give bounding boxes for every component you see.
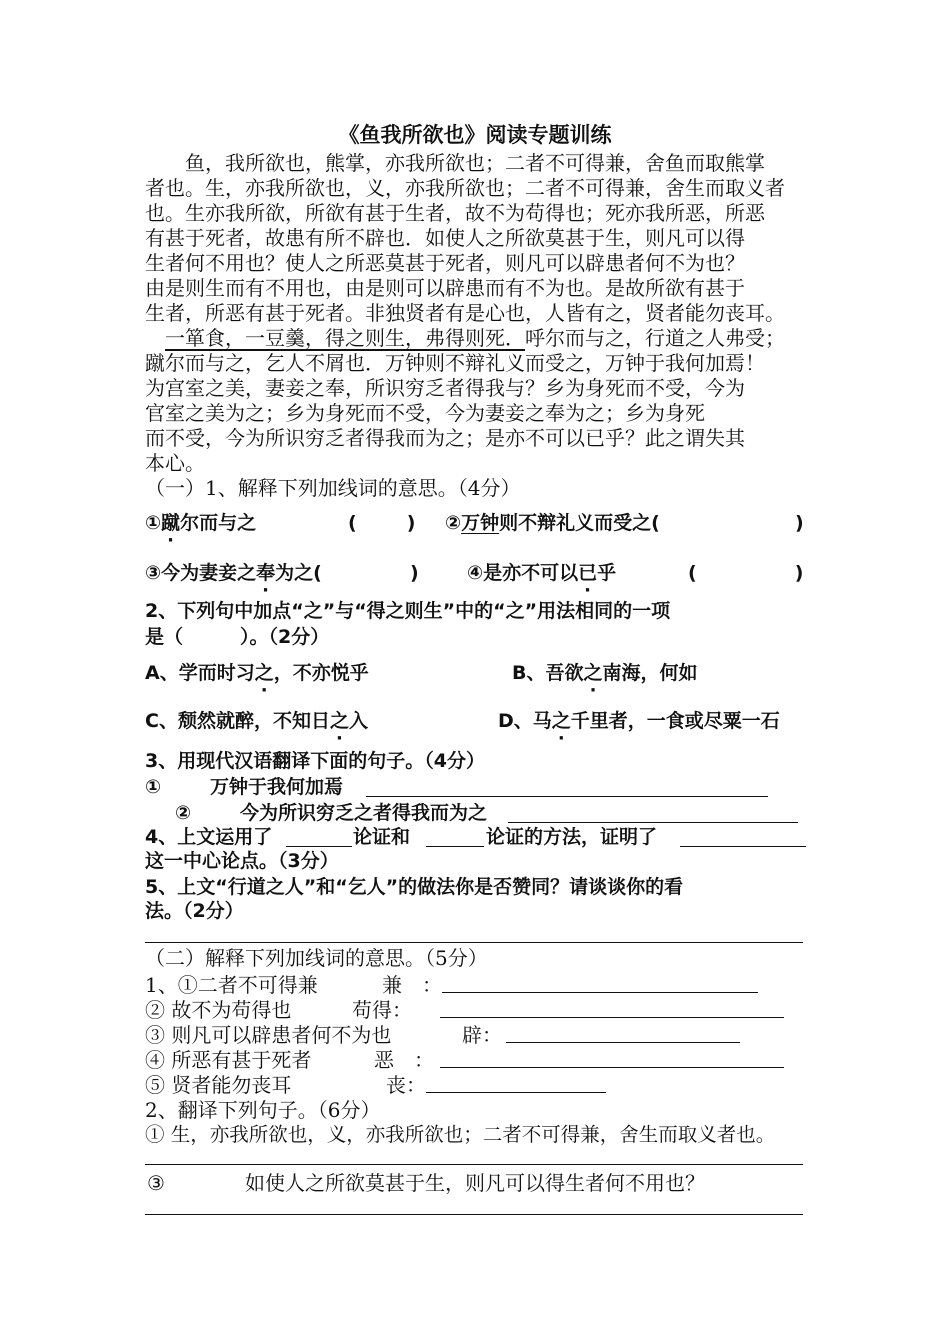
q1-item-a — [145, 510, 256, 536]
q4-text-c: 论证的方法，证明了 — [486, 826, 658, 848]
question-title: 2、翻译下列句子。（6分） — [145, 1098, 381, 1122]
answer-line[interactable] — [506, 1042, 740, 1043]
close-paren: ) — [410, 562, 419, 584]
question-title: （一）1、解释下列加线词的意思。（4分） — [145, 476, 521, 500]
passage-line: 也。生亦我所欲，所欲有甚于生者，故不为苟得也；死亦我所恶，所恶 — [145, 201, 765, 225]
answer-line[interactable] — [366, 796, 768, 797]
option-a[interactable]: A、学而时习之，不亦悦乎 — [145, 662, 369, 684]
part2-word: 辟： — [462, 1023, 502, 1047]
underlined-word: 万钟 — [461, 512, 500, 534]
part2-item: 1、①二者不可得兼 — [145, 973, 318, 997]
answer-line[interactable] — [145, 942, 803, 943]
question-line: 是（ ）。（2分） — [145, 626, 330, 648]
dotted-word: 之 — [329, 710, 349, 732]
option-b[interactable]: B、吾欲之南海，何如 — [512, 662, 698, 684]
part2-item: ③ 则凡可以辟患者何不为也 — [145, 1023, 392, 1047]
answer-line[interactable] — [145, 1164, 803, 1165]
translate-sentence: ① 生，亦我所欲也，义，亦我所欲也；二者不可得兼，舍生而取义者也。 — [145, 1123, 776, 1146]
passage-line: 生者何不用也？使人之所恶莫甚于死者，则凡可以辟患者何不为也？ — [145, 251, 745, 275]
answer-paren[interactable]: ( ) — [688, 562, 804, 584]
question-line: 2、下列句中加点“之”与“得之则生”中的“之”用法相同的一项 — [145, 600, 671, 622]
part2-item: ② 故不为苟得也 — [145, 998, 292, 1022]
translate-sentence: 如使人之所欲莫甚于生，则凡可以得生者何不用也？ — [245, 1171, 705, 1195]
item-text: ④是亦不可以 — [467, 562, 579, 584]
translate-number: ③ — [147, 1171, 165, 1195]
dotted-word: 已 — [578, 562, 598, 584]
part2-item: ⑤ 贤者能勿丧耳 — [145, 1073, 292, 1097]
question-line: 法。（2分） — [145, 900, 244, 922]
item-number: ② — [445, 512, 462, 534]
part2-word: 苟得： — [352, 998, 412, 1022]
part2-word: 丧： — [386, 1073, 426, 1097]
dotted-word: 奉 — [256, 562, 276, 584]
answer-paren[interactable]: ( ) — [348, 512, 416, 534]
part2-word: 恶 ： — [374, 1048, 434, 1072]
passage-line: 而不受，今为所识穷乏者得我而为之；是亦不可以已乎？此之谓失其 — [145, 426, 745, 450]
item-text: 为之( — [275, 562, 322, 584]
passage-line — [145, 325, 785, 351]
dotted-word: 之 — [583, 662, 603, 684]
q3-b-text: 今为所识穷乏之者得我而为之 — [240, 802, 488, 824]
question-title: 3、用现代汉语翻译下面的句子。（4分） — [145, 750, 485, 772]
q1-item-d — [467, 560, 616, 586]
item-text: 则不辩礼义而受之( — [499, 512, 660, 534]
item-text: ③今为妻妾之 — [145, 562, 257, 584]
passage-line: 鱼，我所欲也，熊掌，亦我所欲也；二者不可得兼，舍鱼而取熊掌 — [145, 151, 765, 175]
q1-item-b — [445, 510, 660, 536]
answer-line[interactable] — [145, 1214, 803, 1215]
q1-item-c — [145, 560, 322, 586]
answer-line[interactable] — [426, 846, 484, 847]
dotted-word: 之 — [551, 710, 571, 732]
passage-line: 本心。 — [145, 451, 205, 475]
q4-text-line2: 这一中心论点。（3分） — [145, 850, 339, 872]
answer-line[interactable] — [440, 1067, 784, 1068]
item-text: 乎 — [597, 562, 617, 584]
answer-line[interactable] — [508, 822, 798, 823]
passage-line: 者也。生，亦我所欲也，义，亦我所欲也；二者不可得兼，舍生而取义者 — [145, 176, 785, 200]
passage-line: 由是则生而有不用也，由是则可以辟患而有不为也。是故所欲有甚于 — [145, 276, 745, 300]
part2-item: ④ 所恶有甚于死者 — [145, 1048, 312, 1072]
answer-line[interactable] — [286, 846, 352, 847]
answer-line[interactable] — [680, 846, 806, 847]
part2-word: 兼 ： — [382, 973, 442, 997]
passage-line: 为宫室之美，妻妾之奉，所识穷乏者得我与？乡为身死而不受，今为 — [145, 376, 745, 400]
q3-a-number: ① — [145, 776, 162, 798]
document-title: 《鱼我所欲也》阅读专题训练 — [338, 122, 612, 147]
q4-text-b: 论证和 — [353, 826, 411, 848]
passage-line: 有甚于死者，故患有所不辟也．如使人之所欲莫甚于生，则凡可以得 — [145, 226, 745, 250]
answer-line[interactable] — [442, 992, 758, 993]
item-text: 尔而与之 — [180, 512, 257, 534]
option-d[interactable]: D、马之千里者，一食或尽粟一石 — [498, 710, 780, 732]
passage-line: 蹴尔而与之，乞人不屑也．万钟则不辩礼义而受之，万钟于我何加焉！ — [145, 351, 765, 375]
q3-a-text: 万钟于我何加焉 — [210, 776, 344, 798]
passage-line: 生者，所恶有甚于死者。非独贤者有是心也，人皆有之，贤者能勿丧耳。 — [145, 301, 785, 325]
answer-line[interactable] — [426, 1092, 606, 1093]
question-title: （二）解释下列加线词的意思。（5分） — [145, 946, 488, 970]
option-c[interactable]: C、颓然就醉，不知日之入 — [145, 710, 368, 732]
underlined-sentence: 一箪食，一豆羹，得之则生，弗得则死． — [165, 326, 525, 350]
passage-line: 官室之美为之；乡为身死而不受，今为妻妾之奉为之；乡为身死 — [145, 401, 705, 425]
item-number: ① — [145, 512, 162, 534]
dotted-word: 蹴 — [161, 512, 181, 534]
q3-b-number: ② — [175, 802, 192, 824]
question-line: 5、上文“行道之人”和“乞人”的做法你是否赞同？请谈谈你的看 — [145, 876, 684, 898]
dotted-word: 之 — [254, 662, 274, 684]
answer-line[interactable] — [440, 1017, 784, 1018]
close-paren: ) — [795, 512, 804, 534]
passage-text: 呼尔而与之，行道之人弗受； — [525, 326, 785, 350]
q4-text-a: 4、上文运用了 — [145, 826, 273, 848]
